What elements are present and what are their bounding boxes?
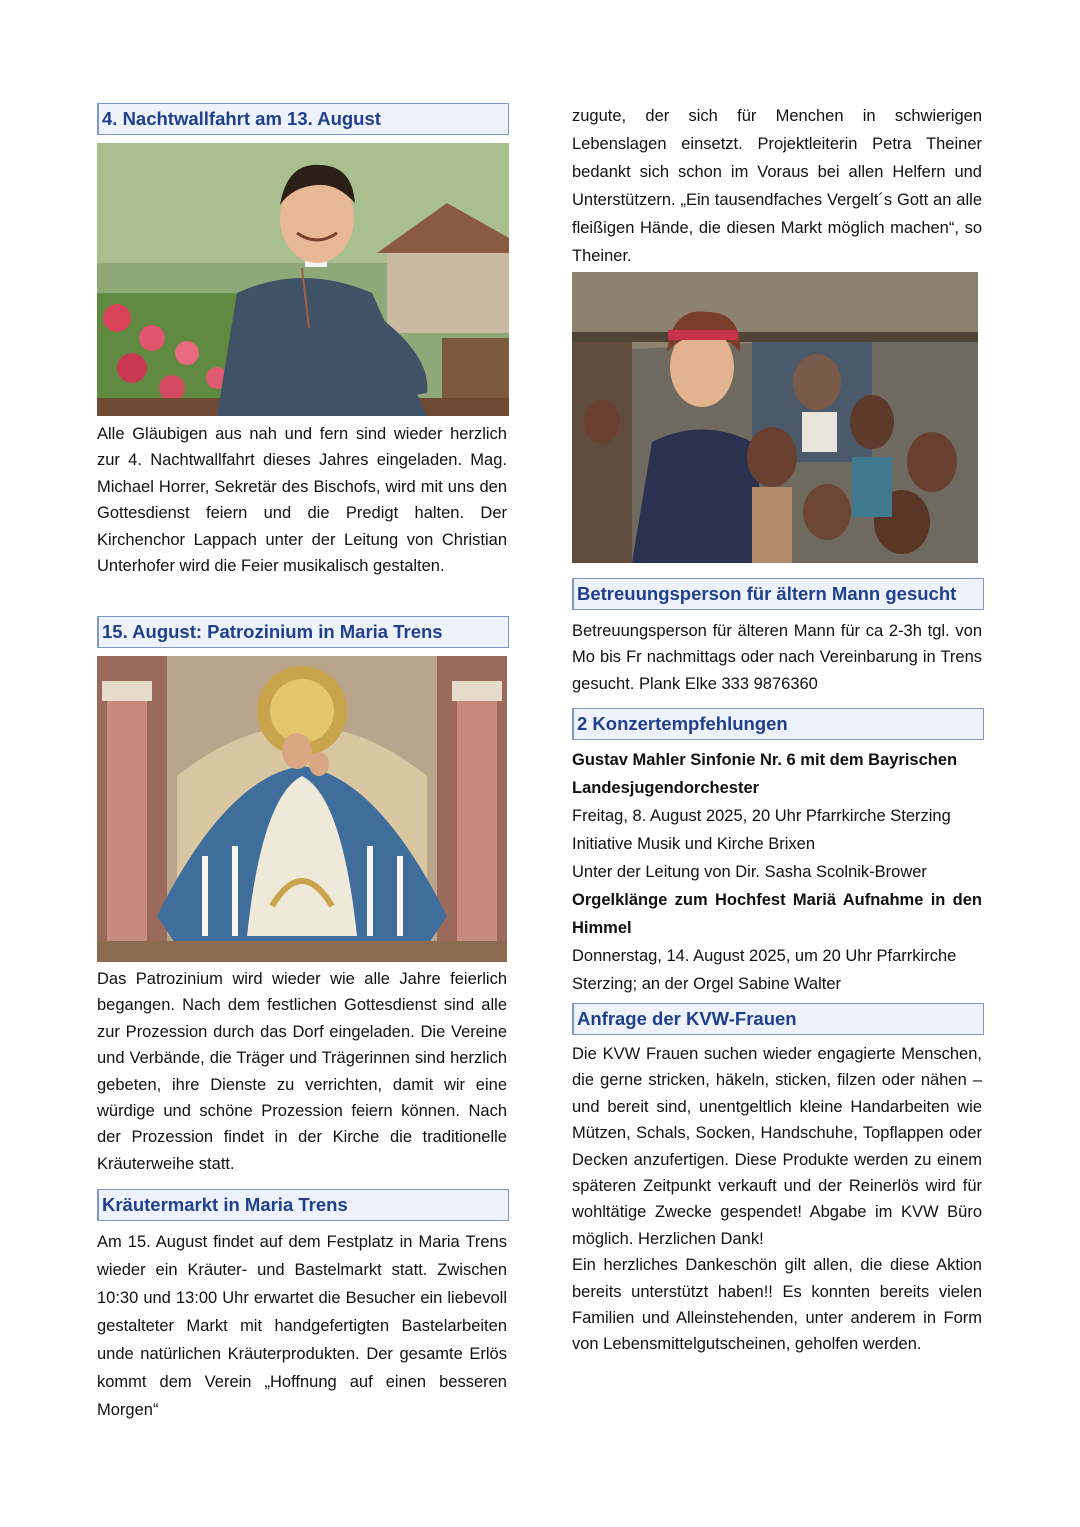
- photo-madonna-altar: [97, 656, 507, 962]
- text-kvw-frauen: [572, 1041, 982, 1358]
- photo-priest: [97, 143, 509, 416]
- kvw-thanks-text: Ein herzliches Dankeschön gilt allen, die diese Aktion bereits unterstützt haben!! Es konnten bereits vielen Familien und Alleinstehenden, unter anderem in Form von Lebensmittelgutscheinen, geholfen werden.: [572, 1256, 982, 1354]
- heading-konzertempfehlungen: 2 Konzertempfehlungen: [572, 708, 984, 740]
- heading-nachtwallfahrt: 4. Nachtwallfahrt am 13. August: [97, 103, 509, 135]
- heading-patrozinium: 15. August: Patrozinium in Maria Trens: [97, 616, 509, 648]
- heading-kvw-frauen: Anfrage der KVW-Frauen: [572, 1003, 984, 1035]
- concert-1-conductor: Unter der Leitung von Dir. Sasha Scolnik-Brower: [572, 863, 927, 881]
- kvw-request-text: Die KVW Frauen suchen wieder engagierte Menschen, die gerne stricken, häkeln, sticken, filzen oder nähen – und bereit sind, unentgeltlich kleine Handarbeiten wie Mützen, Schals, Socken, Handschuhe, Topflappen oder Decken anzufertigen. Diese Produkte werden zu einem späteren Zeitpunkt verkauft und der Reinerlös wird für wohltätige Zwecke gespendet! Abgabe im KVW Büro möglich. Herzlichen Dank!: [572, 1045, 982, 1248]
- concert-1-date: Freitag, 8. August 2025, 20 Uhr Pfarrkirche Sterzing: [572, 807, 951, 825]
- concert-1-title: Gustav Mahler Sinfonie Nr. 6 mit dem Bayrischen Landesjugendorchester: [572, 751, 958, 797]
- text-nachtwallfahrt: Alle Gläubigen aus nah und fern sind wieder herzlich zur 4. Nachtwallfahrt dieses Jahres eingeladen. Mag. Michael Horrer, Sekretär des Bischofs, wird mit uns den Gottesdienst feiern und die Predigt halten. Der Kirchenchor Lappach unter der Leitung von Christian Unterhofer wird die Feier musikalisch gestalten.: [97, 425, 507, 576]
- concert-1-organizer: Initiative Musik und Kirche Brixen: [572, 835, 816, 853]
- heading-betreuungsperson: Betreuungsperson für ältern Mann gesucht: [572, 578, 984, 610]
- concert-list: [572, 746, 982, 998]
- heading-kraeutermarkt: Kräutermarkt in Maria Trens: [97, 1189, 509, 1221]
- text-kraeutermarkt: Am 15. August findet auf dem Festplatz in Maria Trens wieder ein Kräuter- und Bastelmarkt statt. Zwischen 10:30 und 13:00 Uhr erwartet die Besucher ein liebevoll gestalteter Markt mit handgefertigten Bastelarbeiten unde natürlichen Kräuterprodukten. Der gesamte Erlös kommt dem Verein „Hoffnung auf einen besseren Morgen“: [97, 1233, 507, 1419]
- concert-2-details: Donnerstag, 14. August 2025, um 20 Uhr Pfarrkirche Sterzing; an der Orgel Sabine Walter: [572, 947, 957, 993]
- text-kraeutermarkt-continued: zugute, der sich für Menchen in schwierigen Lebenslagen einsetzt. Projektleiterin Petra Theiner bedankt sich schon im Voraus bei allen Helfern und Unterstützern. „Ein tausendfaches Vergelt´s Gott an alle fleißigen Hände, die diesen Markt möglich machen“, so Theiner.: [572, 107, 982, 265]
- text-patrozinium: Das Patrozinium wird wieder wie alle Jahre feierlich begangen. Nach dem festlichen Gottesdienst sind alle zur Prozession durch das Dorf eingeladen. Die Vereine und Verbände, die Träger und Trägerinnen sind herzlich gebeten, ihre Dienste zu verrichten, damit wir eine würdige und schöne Prozession feiern können. Nach der Prozession findet in der Kirche die traditionelle Kräuterweihe statt.: [97, 970, 507, 1173]
- concert-2-title: Orgelklänge zum Hochfest Mariä Aufnahme in den Himmel: [572, 891, 982, 937]
- photo-volunteer-children: [572, 272, 978, 563]
- text-betreuungsperson: Betreuungsperson für älteren Mann für ca 2-3h tgl. von Mo bis Fr nachmittags oder nach Vereinbarung in Trens gesucht. Plank Elke 333 9876360: [572, 622, 982, 693]
